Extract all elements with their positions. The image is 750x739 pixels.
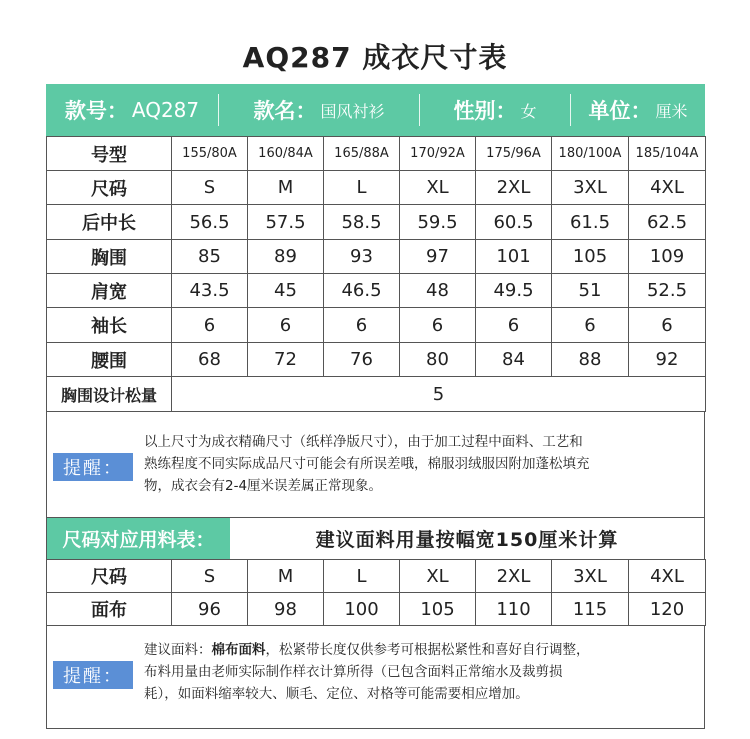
table-cell: 6 (172, 308, 248, 343)
table-cell: 4XL (629, 560, 706, 593)
table-cell: S (172, 560, 248, 593)
unit-cell (571, 84, 705, 136)
table-cell: 115 (552, 593, 629, 626)
table-row (47, 377, 706, 412)
row-header: 胸围 (47, 240, 172, 274)
row-header: 肩宽 (47, 274, 172, 308)
table-row (47, 137, 706, 171)
table-cell: 105 (552, 240, 629, 274)
table-cell: 2XL (476, 171, 552, 205)
table-cell: 96 (172, 593, 248, 626)
remark-prefix: 建议面料： (144, 642, 212, 658)
table-cell: 85 (172, 240, 248, 274)
item-number-value: AQ287 (131, 98, 200, 122)
table-cell: 160/84A (248, 137, 324, 171)
row-header: 号型 (47, 137, 172, 171)
unit-label: 单位： (588, 99, 652, 123)
table-row (47, 560, 706, 593)
table-cell: 59.5 (400, 205, 476, 240)
table-cell: 68 (172, 343, 248, 377)
table-cell: 89 (248, 240, 324, 274)
table-row (47, 308, 706, 343)
table-cell: 61.5 (552, 205, 629, 240)
remark-line: 耗），如面料缩率较大、顺毛、定位、对格等可能需要相应增加。 (144, 686, 529, 702)
table-row (47, 593, 706, 626)
remark-line: 以上尺寸为成衣精确尺寸（纸样净版尺寸），由于加工过程中面料、工艺和 (144, 434, 583, 450)
usage-note: 建议面料用量按幅宽150厘米计算 (315, 529, 619, 551)
table-cell: 45 (248, 274, 324, 308)
usage-table (46, 559, 706, 626)
table-cell: 185/104A (629, 137, 706, 171)
table-cell: 4XL (629, 171, 706, 205)
table-cell: 72 (248, 343, 324, 377)
remark-line (144, 639, 700, 661)
remark-tag: 提醒： (53, 661, 133, 689)
table-cell: 93 (324, 240, 400, 274)
gender-label: 性别： (453, 99, 517, 123)
remark-rest: ，松紧带长度仅供参考可根据松紧性和喜好自行调整， (265, 642, 590, 658)
usage-tag: 尺码对应用料表： (47, 518, 230, 559)
table-cell: 3XL (552, 171, 629, 205)
table-cell: 3XL (552, 560, 629, 593)
remark-box (46, 625, 705, 729)
table-cell: 60.5 (476, 205, 552, 240)
item-name-value: 国风衬衫 (320, 101, 385, 121)
table-row (47, 274, 706, 308)
table-cell: 170/92A (400, 137, 476, 171)
table-row (47, 343, 706, 377)
table-cell: 52.5 (629, 274, 706, 308)
table-cell: 84 (476, 343, 552, 377)
table-cell: 48 (400, 274, 476, 308)
remark-fabric: 棉布面料 (211, 642, 266, 658)
item-name-cell (219, 84, 419, 136)
table-cell: 6 (629, 308, 706, 343)
table-cell: 155/80A (172, 137, 248, 171)
table-cell: 98 (248, 593, 324, 626)
item-number-cell (46, 84, 218, 136)
table-cell: 6 (324, 308, 400, 343)
table-cell: 175/96A (476, 137, 552, 171)
row-header: 袖长 (47, 308, 172, 343)
table-cell: M (248, 560, 324, 593)
info-bar (46, 84, 705, 136)
table-cell: M (248, 171, 324, 205)
table-cell: 6 (552, 308, 629, 343)
row-header: 面布 (47, 593, 172, 626)
table-cell: 46.5 (324, 274, 400, 308)
table-cell: 105 (400, 593, 476, 626)
table-cell: 88 (552, 343, 629, 377)
table-cell: XL (400, 560, 476, 593)
row-header: 腰围 (47, 343, 172, 377)
table-cell: XL (400, 171, 476, 205)
table-cell: 6 (400, 308, 476, 343)
gender-cell (420, 84, 570, 136)
size-table (46, 136, 706, 412)
table-row (47, 240, 706, 274)
ease-value: 5 (172, 377, 706, 412)
table-cell: 56.5 (172, 205, 248, 240)
table-cell: 92 (629, 343, 706, 377)
table-cell: 57.5 (248, 205, 324, 240)
remark-line: 物，成衣会有2-4厘米误差属正常现象。 (144, 478, 383, 494)
table-row (47, 171, 706, 205)
item-name-label: 款名： (253, 99, 317, 123)
row-header: 尺码 (47, 171, 172, 205)
table-cell: 51 (552, 274, 629, 308)
row-header: 胸围设计松量 (47, 377, 172, 412)
table-cell: 180/100A (552, 137, 629, 171)
remark-tag: 提醒： (53, 453, 133, 481)
row-header: 后中长 (47, 205, 172, 240)
table-cell: 100 (324, 593, 400, 626)
table-cell: 120 (629, 593, 706, 626)
table-cell: 165/88A (324, 137, 400, 171)
table-cell: 76 (324, 343, 400, 377)
table-cell: 49.5 (476, 274, 552, 308)
table-cell: S (172, 171, 248, 205)
table-row (47, 205, 706, 240)
remark-box (46, 411, 705, 518)
table-cell: L (324, 560, 400, 593)
table-cell: 58.5 (324, 205, 400, 240)
table-cell: 97 (400, 240, 476, 274)
table-cell: 62.5 (629, 205, 706, 240)
table-cell: L (324, 171, 400, 205)
remark-text (144, 431, 700, 497)
table-cell: 101 (476, 240, 552, 274)
table-cell: 80 (400, 343, 476, 377)
table-cell: 110 (476, 593, 552, 626)
usage-header (46, 517, 705, 559)
table-cell: 43.5 (172, 274, 248, 308)
item-number-label: 款号： (64, 99, 128, 123)
gender-value: 女 (520, 101, 537, 121)
row-header: 尺码 (47, 560, 172, 593)
page-title: AQ287 成衣尺寸表 (242, 41, 508, 74)
remark-line: 熟练程度不同实际成品尺寸可能会有所误差哦，棉服羽绒服因附加蓬松填充 (144, 456, 590, 472)
table-cell: 6 (248, 308, 324, 343)
remark-line: 布料用量由老师实际制作样衣计算所得（已包含面料正常缩水及裁剪损 (144, 664, 563, 680)
table-cell: 109 (629, 240, 706, 274)
unit-value: 厘米 (655, 101, 688, 121)
remark-text (144, 639, 700, 705)
table-cell: 2XL (476, 560, 552, 593)
table-cell: 6 (476, 308, 552, 343)
